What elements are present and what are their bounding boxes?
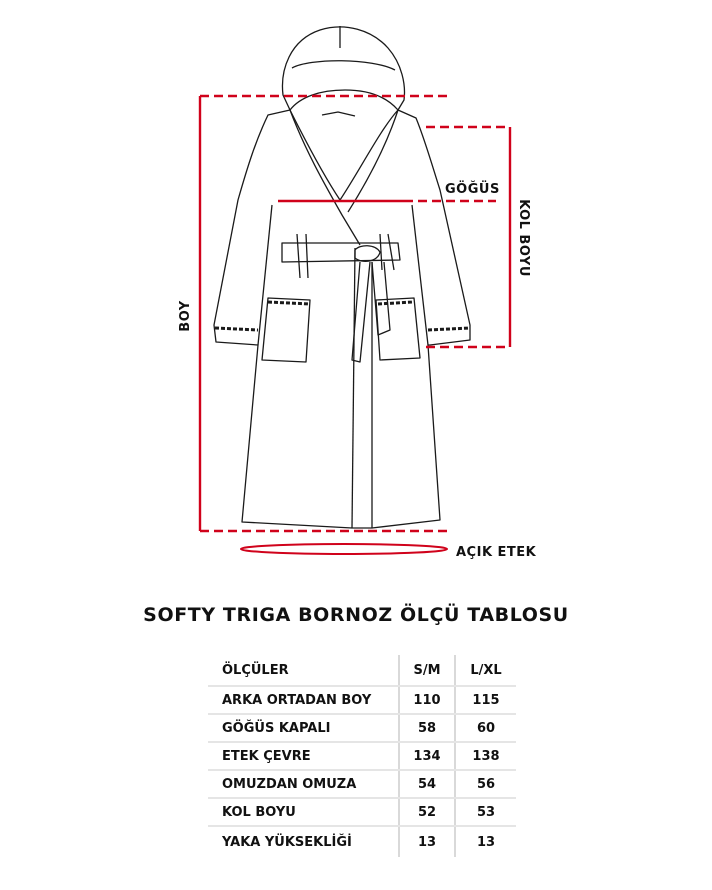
row-value-sm: 134 bbox=[399, 742, 455, 770]
row-name: ARKA ORTADAN BOY bbox=[208, 686, 399, 714]
table-row bbox=[208, 770, 516, 798]
table-row bbox=[208, 742, 516, 770]
left-cuff-trim bbox=[215, 328, 258, 330]
row-name: YAKA YÜKSEKLİĞİ bbox=[208, 826, 399, 857]
page-title: SOFTY TRIGA BORNOZ ÖLÇÜ TABLOSU bbox=[143, 604, 569, 626]
row-value-lxl: 13 bbox=[476, 834, 496, 850]
hem-ellipse bbox=[241, 544, 447, 554]
right-pocket bbox=[376, 298, 420, 360]
left-pocket-trim bbox=[268, 302, 310, 304]
hood bbox=[282, 27, 404, 110]
hood-inner bbox=[292, 61, 395, 70]
header-size-sm: S/M bbox=[399, 655, 455, 686]
sleeve-label: KOL BOYU bbox=[516, 199, 531, 277]
row-value-lxl: 53 bbox=[455, 798, 516, 826]
header-size-lxl: L/XL bbox=[455, 655, 516, 686]
table-header-row bbox=[208, 655, 516, 686]
row-value-sm: 58 bbox=[399, 714, 455, 742]
table-row bbox=[208, 714, 516, 742]
left-pocket bbox=[262, 298, 310, 362]
right-cuff-trim bbox=[428, 328, 470, 330]
chest-label: GÖĞÜS bbox=[445, 182, 500, 197]
robe-trims bbox=[215, 302, 470, 330]
row-name: OMUZDAN OMUZA bbox=[208, 770, 399, 798]
row-name: KOL BOYU bbox=[208, 798, 399, 826]
row-value-sm: 13 bbox=[399, 826, 455, 857]
belt-knot bbox=[355, 246, 380, 262]
table-row bbox=[208, 686, 516, 714]
table-row bbox=[208, 826, 516, 857]
front-panel-edge bbox=[352, 248, 355, 528]
size-table bbox=[208, 655, 516, 857]
table-row bbox=[208, 798, 516, 826]
right-sleeve-inner bbox=[412, 205, 428, 345]
right-lapel bbox=[348, 110, 398, 212]
belt-tail-right bbox=[372, 262, 390, 335]
header-measurements: ÖLÇÜLER bbox=[208, 655, 399, 686]
bathrobe-outline bbox=[214, 26, 470, 528]
belt-loop-left bbox=[297, 234, 308, 278]
row-value-lxl: 138 bbox=[455, 742, 516, 770]
row-value-lxl: 60 bbox=[455, 714, 516, 742]
row-name: GÖĞÜS KAPALI bbox=[208, 714, 399, 742]
row-value-sm: 110 bbox=[399, 686, 455, 714]
belt-loop-right bbox=[380, 234, 394, 270]
right-pocket-trim bbox=[378, 302, 413, 304]
row-value-lxl: 115 bbox=[455, 686, 516, 714]
row-value-sm: 52 bbox=[399, 798, 455, 826]
inner-collar bbox=[322, 112, 355, 116]
row-name: ETEK ÇEVRE bbox=[208, 742, 399, 770]
hem-label: AÇIK ETEK bbox=[456, 545, 537, 560]
row-value-sm: 54 bbox=[399, 770, 455, 798]
height-label: BOY bbox=[178, 300, 193, 332]
robe-body bbox=[214, 110, 470, 528]
row-value-lxl: 56 bbox=[455, 770, 516, 798]
belt bbox=[282, 243, 400, 262]
